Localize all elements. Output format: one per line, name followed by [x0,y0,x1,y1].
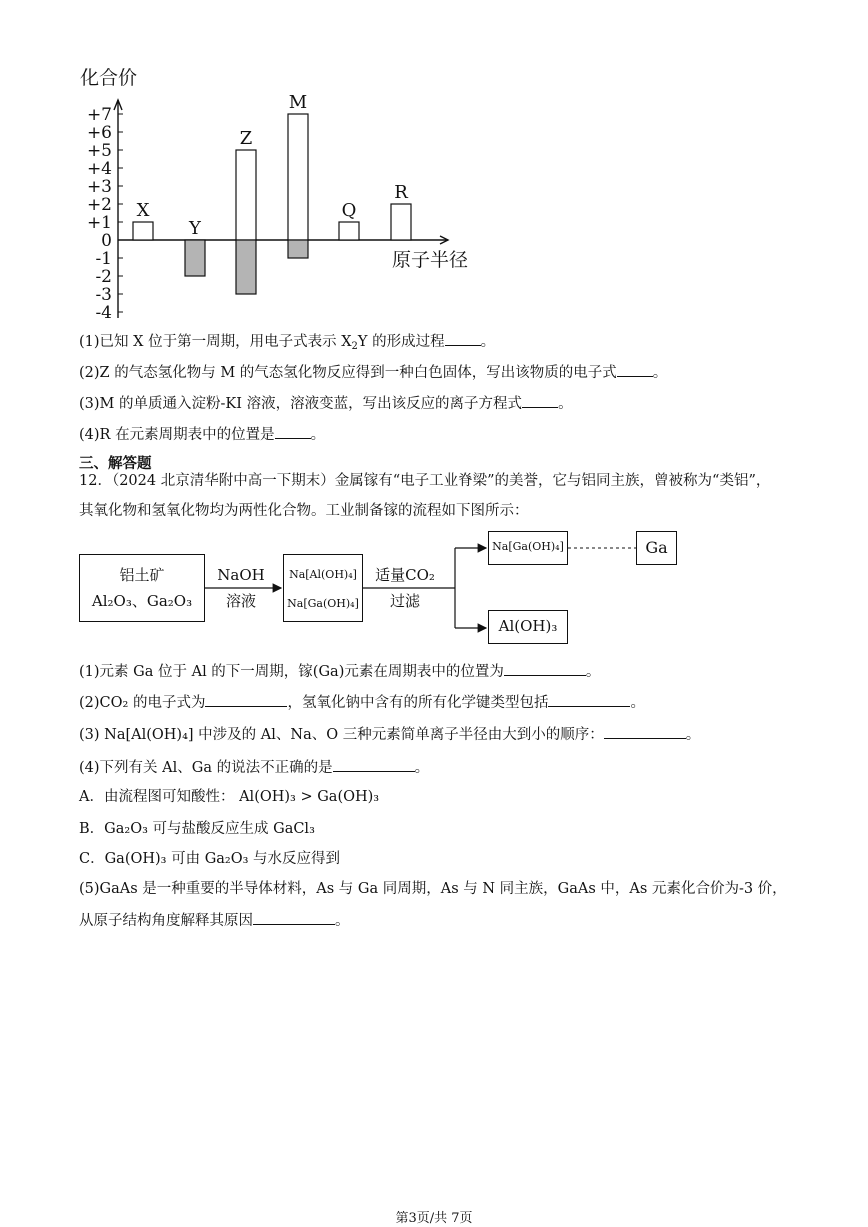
answer-blank[interactable] [604,724,686,739]
step1-condition: 溶液 [225,592,256,610]
q12-part2-text-b: ，氢氧化钠中含有的所有化学键类型包括 [287,695,549,711]
y-tick-label: +3 [86,177,112,197]
q12-part5-text: 从原子结构角度解释其原因 [79,913,253,929]
formula-x: X [341,334,352,350]
upper-product: Na[Ga(OH)₄] [492,540,564,553]
punct: 。 [335,913,350,929]
q12-option-b: B．Ga₂O₃ 可与盐酸反应生成 GaCl₃ [79,821,315,837]
q11-part3-text: (3)M 的单质通入淀粉-KI 溶液，溶液变蓝，写出该反应的离子方程式 [79,396,523,412]
y-tick-label: -4 [95,303,112,323]
ore-composition: Al₂O₃、Ga₂O₃ [91,592,193,610]
category-label-Q: Q [341,200,357,221]
category-label-M: M [288,92,308,113]
step1-reagent: NaOH [217,566,265,584]
y-tick-label: -1 [95,249,112,269]
q12-intro-line2: 其氧化物和氢氧化物均为两性化合物。工业制备镓的流程如下图所示： [79,503,529,519]
answer-blank[interactable] [548,692,630,707]
x-axis-label: 原子半径 [391,249,469,271]
formula-subscript: 2 [351,341,358,352]
answer-blank[interactable] [205,692,287,707]
answer-blank[interactable] [253,910,335,925]
q12-part1-text: (1)元素 Ga 位于 Al 的下一周期，镓(Ga)元素在周期表中的位置为 [79,664,504,680]
q12-part5-line1: (5)GaAs 是一种重要的半导体材料，As 与 Ga 同周期，As 与 N 同主族，GaAs 中，As 元素化合价为-3 价， [79,881,787,897]
y-tick-label: +6 [86,123,112,143]
category-label-Y: Y [189,218,201,239]
q12-part4 [79,757,429,778]
q12-intro-line1: 12．（2024 北京清华附中高一下期末）金属镓有“电子工业脊梁”的美誉，它与铝同主族，曾被称为“类铝”， [79,473,771,489]
section-heading: 三、解答题 [79,456,152,472]
ore-label: 铝土矿 [119,566,165,584]
q12-part5-line2 [79,910,350,931]
q12-option-c: C．Ga(OH)₃ 可由 Ga₂O₃ 与水反应得到 [79,851,341,867]
punct: 。 [685,727,701,743]
q12-part3 [79,724,700,745]
y-tick-label: +2 [86,195,112,215]
q12-option-a: A．由流程图可知酸性： Al(OH)₃ > Ga(OH)₃ [79,789,380,805]
intermediate-ga: Na[Ga(OH)₄] [287,597,359,610]
y-tick-label: -3 [95,285,112,305]
lower-product: Al(OH)₃ [498,617,558,635]
y-tick-label: +4 [86,159,112,179]
q12-part4-text: (4)下列有关 Al、Ga 的说法不正确的是 [79,760,333,776]
formula-y: Y [357,334,368,350]
y-tick-label: 0 [101,231,112,251]
punct: 。 [480,334,496,350]
punct: 。 [310,427,326,443]
punct: 。 [414,760,430,776]
q12-part2-text: (2)CO₂ 的电子式为 [79,695,206,711]
punct: 。 [558,396,573,412]
q11-part4-text: (4)R 在元素周期表中的位置是 [79,427,275,443]
q12-part3-text: (3) Na[Al(OH)₄] 中涉及的 Al、Na、O 三种元素简单离子半径由大到小的顺序： [79,727,604,743]
step2-reagent: 适量CO₂ [375,566,435,584]
answer-blank[interactable] [333,757,415,772]
category-label-X: X [136,200,150,221]
final-product: Ga [645,538,668,557]
punct: 。 [585,664,601,680]
punct: 。 [630,695,645,711]
q12-part1 [79,661,600,682]
y-tick-label: +1 [86,213,112,233]
y-axis-label: 化合价 [80,67,138,89]
y-tick-label: +7 [86,105,112,125]
category-label-R: R [394,182,408,203]
category-label-Z: Z [239,128,253,149]
q11-part1-text-b: 的形成过程 [367,334,445,350]
answer-blank[interactable] [504,661,586,676]
q12-part2 [79,692,645,713]
page-footer: 第3页/共 7页 [395,1211,473,1226]
q11-part1-text: (1)已知 X 位于第一周期，用电子式表示 [79,334,342,350]
y-tick-label: -2 [95,267,112,287]
q11-part2-text: (2)Z 的气态氢化物与 M 的气态氢化物反应得到一种白色固体，写出该物质的电子式 [79,365,617,381]
y-tick-label: +5 [86,141,112,161]
intermediate-al: Na[Al(OH)₄] [289,568,357,581]
punct: 。 [652,365,668,381]
step2-condition: 过滤 [389,592,420,610]
